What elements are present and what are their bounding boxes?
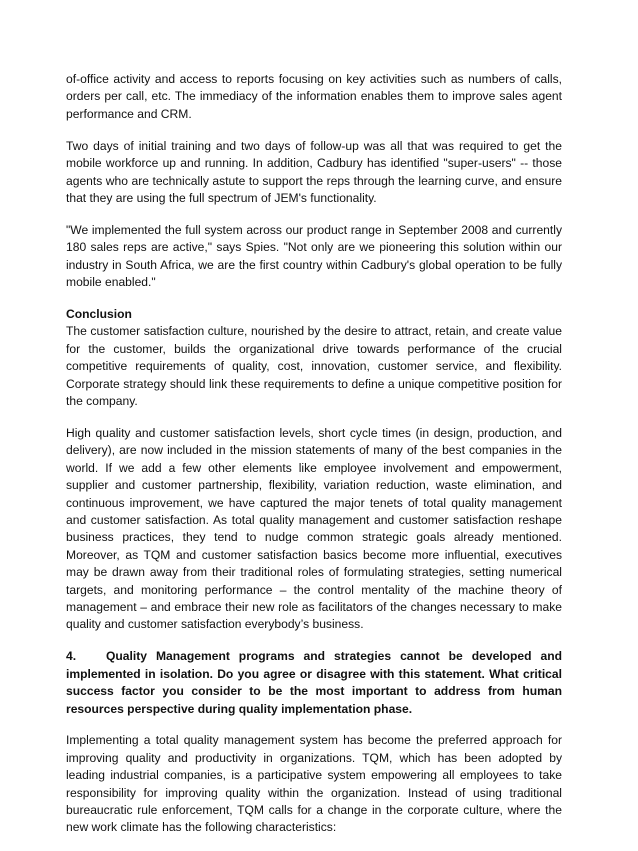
paragraph-training: Two days of initial training and two days of follow-up was all that was required to get the mobile workforce up and running. In addition, Cadbury has identified "super-users" -- those agents who are technically astute to support the reps through the learning curve, and ensure that they are using the full spectrum of JEM's functionality. — [66, 138, 562, 205]
question-4 — [66, 648, 562, 718]
question-number: 4. — [66, 649, 77, 664]
paragraph-quality-mission: High quality and customer satisfaction levels, short cycle times (in design, production, and delivery), are now included in the mission statements of many of the best companies in the world. If we add a few other elements like employee involvement and empowerment, supplier and customer partnership, flexibility, variation reduction, waste elimination, and continuous improvement, we have captured the major tenets of total quality management and customer satisfaction. As total quality management and customer satisfaction reshape business practices, they tend to nudge common strategic goals already mentioned. Moreover, as TQM and customer satisfaction basics become more influential, executives may be drawn away from their traditional roles of formulating strategies, setting numerical targets, and monitoring performance – the control mentality of the machine theory of management – and embrace their new role as facilitators of the changes necessary to make quality and customer satisfaction everybody’s business. — [66, 425, 562, 632]
paragraph-customer-satisfaction-culture: The customer satisfaction culture, nourished by the desire to attract, retain, and create value for the customer, builds the organizational drive towards performance of the crucial competitive requirements of quality, cost, innovation, customer service, and flexibility. Corporate strategy should link these requirements to define a unique competitive position for the company. — [66, 324, 562, 408]
paragraph-spies-quote: "We implemented the full system across our product range in September 2008 and currently 180 sales reps are active," says Spies. "Not only are we pioneering this solution within our industry in South Africa, we are the first country within Cadbury's global operation to be fully mobile enabled." — [66, 222, 562, 290]
document-page — [66, 71, 562, 851]
conclusion-heading: Conclusion — [66, 306, 132, 321]
paragraph-crm-reports: of-office activity and access to reports focusing on key activities such as numbers of calls, orders per call, etc. The immediacy of the information enables them to improve sales agent performance and CRM. — [66, 72, 562, 121]
question-text: Quality Management programs and strategies cannot be developed and implemented in isolation. Do you agree or disagree with this statement. What critical success factor you consider to be the most important to address from human resources perspective during quality implementation phase. — [66, 649, 562, 716]
paragraph-tqm-implementation: Implementing a total quality management system has become the preferred approach for improving quality and productivity in organizations. TQM, which has been adopted by leading industrial companies, is a participative system empowering all employees to take responsibility for improving quality within the organization. Instead of using traditional bureaucratic rule enforcement, TQM calls for a change in the corporate culture, where the new work climate has the following characteristics: — [66, 733, 562, 835]
